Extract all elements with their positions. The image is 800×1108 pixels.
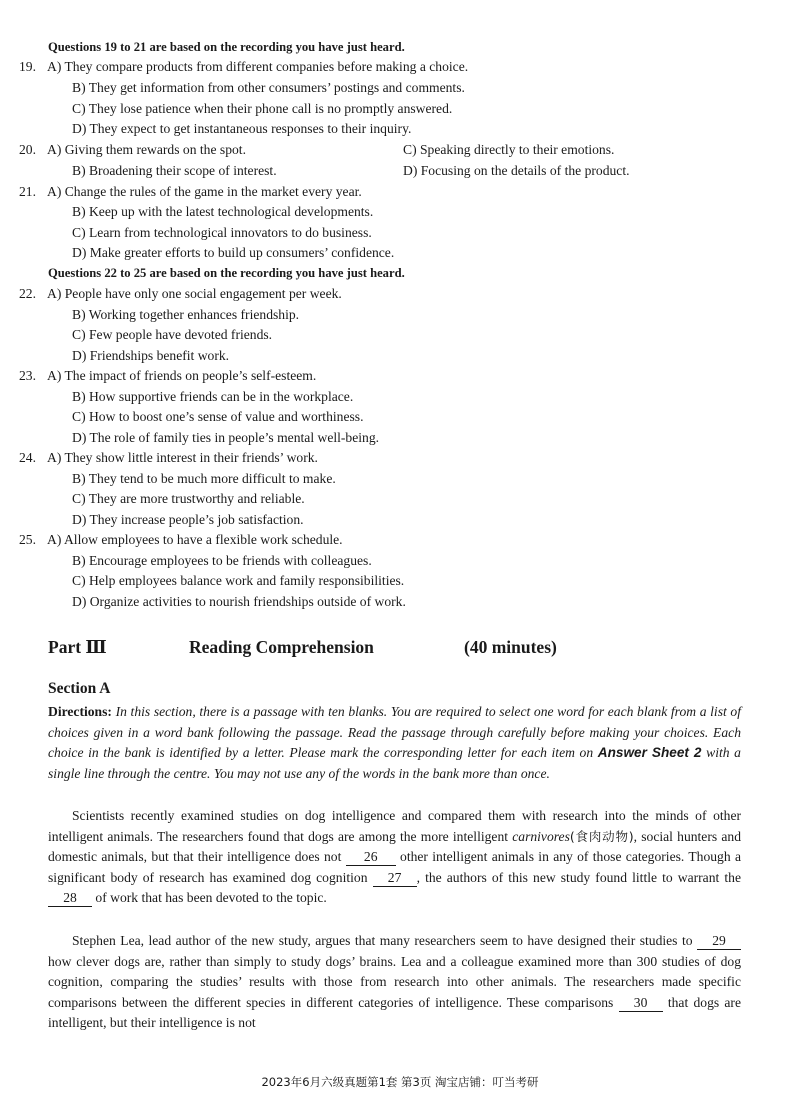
option-22-d: D) Friendships benefit work. xyxy=(72,348,230,363)
option-19-c: C) They lose patience when their phone call is no promptly answered. xyxy=(72,101,453,116)
page-footer: 2023年6月六级真题第1套 第3页 淘宝店铺：叮当考研 xyxy=(261,1075,539,1089)
blank-29: 29 xyxy=(697,933,741,950)
option-25-c: C) Help employees balance work and family responsibilities. xyxy=(72,573,405,588)
directions-text-2: with a single line through the centre. You may not use any of the words in the bank more than once. xyxy=(48,745,741,781)
option-19-b: B) They get information from other consumers’ postings and comments. xyxy=(72,80,465,95)
blank-30: 30 xyxy=(619,995,663,1012)
question-22 xyxy=(19,285,342,303)
p1-text-e: of work that has been devoted to the topic. xyxy=(95,890,327,906)
question-20 xyxy=(19,141,246,159)
option-21-a: A) Change the rules of the game in the market every year. xyxy=(47,184,362,199)
p1-text-b: , social hunters and domestic animals, but that their intelligence does not xyxy=(48,828,741,865)
passage-paragraph-2 xyxy=(48,931,741,1034)
question-number: 22. xyxy=(19,286,36,301)
p1-chinese-gloss: (食肉动物) xyxy=(569,828,634,844)
p1-carnivores: carnivores xyxy=(512,828,570,844)
option-23-d: D) The role of family ties in people’s mental well-being. xyxy=(72,430,380,445)
directions-text-1: In this section, there is a passage with ten blanks. You are required to select one word for each blank from a list of choices given in a word bank following the passage. Read the passage through carefully before making your choices. Each choice in the bank is identified by a letter. Please mark the corresponding letter for each item on xyxy=(48,704,741,761)
p2-text-c: that dogs are intelligent, but their intelligence is not xyxy=(48,994,741,1031)
question-19 xyxy=(19,58,468,76)
part-title: Reading Comprehension xyxy=(189,637,374,657)
question-number: 21. xyxy=(19,184,36,199)
directions xyxy=(48,702,741,784)
blank-27: 27 xyxy=(373,870,417,887)
option-22-c: C) Few people have devoted friends. xyxy=(72,327,273,342)
option-24-b: B) They tend to be much more difficult to make. xyxy=(72,471,336,486)
option-19-d: D) They expect to get instantaneous responses to their inquiry. xyxy=(72,121,412,136)
option-24-a: A) They show little interest in their friends’ work. xyxy=(47,450,318,465)
question-number: 24. xyxy=(19,450,36,465)
option-20-d: D) Focusing on the details of the product. xyxy=(403,163,630,178)
p2-text-b: how clever dogs are, rather than simply to study dogs’ brains. Lea and a colleague examined more than 300 studies of dog cognition, comparing the studies’ results with those from research into other animals. The researchers made specific comparisons between the different species in different categories of intelligence. These comparisons xyxy=(48,953,741,1010)
blank-26: 26 xyxy=(346,849,396,866)
option-21-b: B) Keep up with the latest technological developments. xyxy=(72,204,374,219)
question-23 xyxy=(19,367,316,385)
option-25-d: D) Organize activities to nourish friendships outside of work. xyxy=(72,594,406,609)
option-20-a: A) Giving them rewards on the spot. xyxy=(47,142,246,157)
answer-sheet-ref: Answer Sheet 2 xyxy=(597,745,702,761)
option-24-d: D) They increase people’s job satisfaction. xyxy=(72,512,304,527)
question-25 xyxy=(19,531,343,549)
p2-text-a: Stephen Lea, lead author of the new study, argues that many researchers seem to have designed their studies to xyxy=(72,933,693,948)
option-22-b: B) Working together enhances friendship. xyxy=(72,307,300,322)
questions-19-21-header: Questions 19 to 21 are based on the recording you have just heard. xyxy=(48,40,405,54)
p1-text-c: other intelligent animals in any of those categories. Though a significant body of research has examined dog cognition xyxy=(48,849,741,885)
directions-label: Directions: xyxy=(48,704,112,719)
option-20-b: B) Broadening their scope of interest. xyxy=(72,163,277,178)
question-21 xyxy=(19,183,362,201)
p1-text-a: Scientists recently examined studies on dog intelligence and compared them with research into the minds of other intelligent animals. The researchers found that dogs are among the more intelligent xyxy=(48,808,741,844)
option-23-b: B) How supportive friends can be in the workplace. xyxy=(72,389,354,404)
part-time: (40 minutes) xyxy=(464,637,557,657)
option-25-a: A) Allow employees to have a flexible work schedule. xyxy=(47,532,343,547)
option-19-a: A) They compare products from different companies before making a choice. xyxy=(47,59,469,74)
question-number: 20. xyxy=(19,142,36,157)
question-24 xyxy=(19,449,318,467)
part-label: Part Ⅲ xyxy=(48,637,107,657)
section-title: Section A xyxy=(48,680,111,697)
question-number: 19. xyxy=(19,59,36,74)
option-20-c: C) Speaking directly to their emotions. xyxy=(403,142,615,157)
option-22-a: A) People have only one social engagement per week. xyxy=(47,286,342,301)
passage-paragraph-1 xyxy=(48,806,741,909)
option-21-d: D) Make greater efforts to build up consumers’ confidence. xyxy=(72,245,395,260)
question-number: 25. xyxy=(19,532,36,547)
option-24-c: C) They are more trustworthy and reliable. xyxy=(72,491,305,506)
option-21-c: C) Learn from technological innovators to do business. xyxy=(72,225,372,240)
option-25-b: B) Encourage employees to be friends with colleagues. xyxy=(72,553,372,568)
blank-28: 28 xyxy=(48,890,92,907)
p1-text-d: , the authors of this new study found little to warrant the xyxy=(416,869,741,885)
questions-22-25-header: Questions 22 to 25 are based on the recording you have just heard. xyxy=(48,266,405,280)
option-23-c: C) How to boost one’s sense of value and worthiness. xyxy=(72,409,364,424)
option-23-a: A) The impact of friends on people’s self-esteem. xyxy=(47,368,317,383)
question-number: 23. xyxy=(19,368,36,383)
